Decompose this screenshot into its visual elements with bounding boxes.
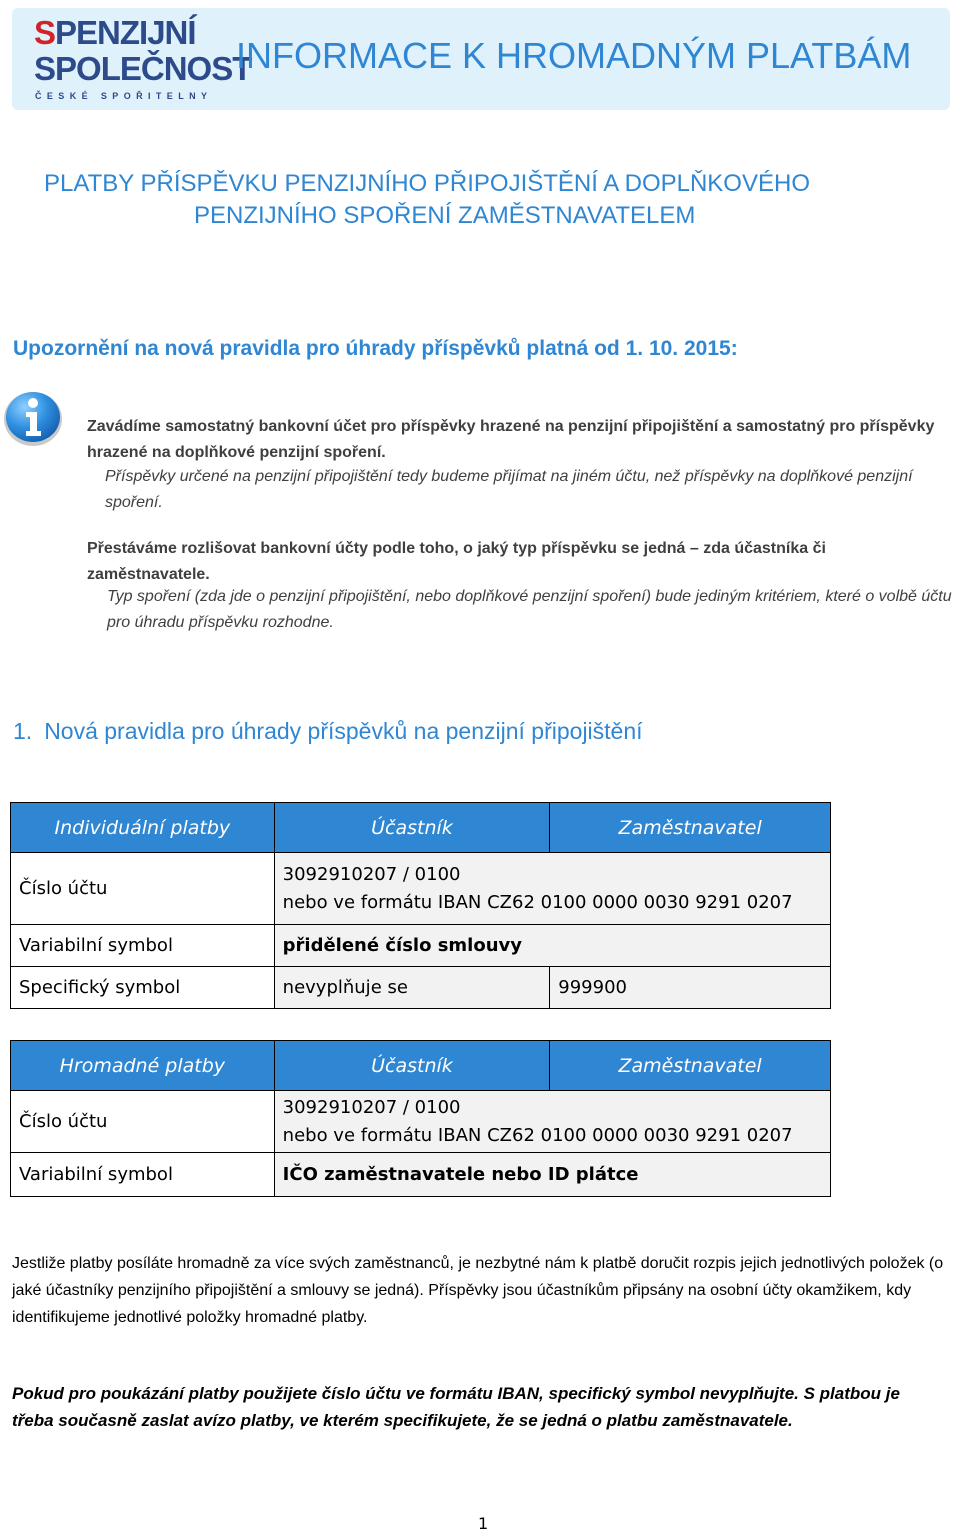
section-number: 1.	[13, 718, 33, 744]
document-title: INFORMACE K HROMADNÝM PLATBÁM	[236, 35, 912, 76]
section-title: Nová pravidla pro úhrady příspěvků na penzijní připojištění	[44, 718, 643, 744]
bulk-payments-table	[10, 1040, 831, 1197]
header-cell: Individuální platby	[11, 803, 275, 853]
notice-heading: Upozornění na nová pravidla pro úhrady příspěvků platná od 1. 10. 2015:	[13, 337, 738, 360]
header-cell: Účastník	[274, 803, 550, 853]
table-row	[11, 1091, 831, 1153]
table-header-row	[11, 1041, 831, 1091]
account-value	[274, 1091, 830, 1153]
subtitle-line1: PLATBY PŘÍSPĚVKU PENZIJNÍHO PŘIPOJIŠTĚNÍ A DOPLŇKOVÉHO	[44, 170, 810, 197]
account-iban: nebo ve formátu IBAN CZ62 0100 0000 0030 9291 0207	[282, 1124, 793, 1146]
account-number: 3092910207 / 0100	[282, 1096, 461, 1118]
notice-paragraph-4: Typ spoření (zda jde o penzijní připojištění, nebo doplňkové penzijní spoření) bude jediným kritériem, které o volbě účtu pro úhradu příspěvku rozhodne.	[107, 588, 952, 631]
account-iban: nebo ve formátu IBAN CZ62 0100 0000 0030 9291 0207	[282, 891, 793, 913]
subtitle-line2: PENZIJNÍHO SPOŘENÍ ZAMĚSTNAVATELEM	[194, 202, 696, 229]
subtitle	[44, 168, 944, 232]
account-label: Číslo účtu	[11, 853, 275, 925]
ss-participant: nevyplňuje se	[274, 967, 550, 1009]
page-number: 1	[478, 1514, 489, 1533]
info-icon	[2, 388, 64, 448]
logo-line1: PENZIJNÍ	[55, 14, 196, 51]
vs-label: Variabilní symbol	[11, 1153, 275, 1197]
table-header-row	[11, 803, 831, 853]
ss-employer: 999900	[550, 967, 831, 1009]
account-value	[274, 853, 830, 925]
table-row	[11, 853, 831, 925]
vs-label: Variabilní symbol	[11, 925, 275, 967]
account-label: Číslo účtu	[11, 1091, 275, 1153]
header-cell: Účastník	[274, 1041, 550, 1091]
vs-value: přidělené číslo smlouvy	[274, 925, 830, 967]
logo-line3: ČESKÉ SPOŘITELNY	[35, 91, 213, 101]
header-cell: Zaměstnavatel	[550, 1041, 831, 1091]
logo-line2: SPOLEČNOST	[34, 50, 252, 87]
notice-paragraph-2: Příspěvky určené na penzijní připojištění tedy budeme přijímat na jiném účtu, než příspěvky na doplňkové penzijní spoření.	[105, 468, 913, 511]
logo-s: S	[34, 14, 56, 51]
table-row	[11, 967, 831, 1009]
section-heading	[13, 714, 643, 748]
notice-paragraph-3: Přestáváme rozlišovat bankovní účty podle toho, o jaký typ příspěvku se jedná – zda účastníka či zaměstnavatele.	[87, 540, 826, 583]
ss-label: Specifický symbol	[11, 967, 275, 1009]
bulk-payment-paragraph: Jestliže platby posíláte hromadně za více svých zaměstnanců, je nezbytné nám k platbě doručit rozpis jejich jednotlivých položek (o jaké účastníky penzijního připojištění a smlouvy se jedná). Příspěvky jsou účastníkům připsány na osobní účty okamžikem, kdy identifikujeme jednotlivé položky hromadné platby.	[12, 1255, 944, 1326]
individual-payments-table	[10, 802, 831, 1009]
iban-paragraph: Pokud pro poukázání platby použijete číslo účtu ve formátu IBAN, specifický symbol nevyplňujte. S platbou je třeba současně zaslat avízo platby, ve kterém specifikujete, že se jedná o platbu zaměstnavatele.	[12, 1384, 900, 1430]
notice-paragraph-1: Zavádíme samostatný bankovní účet pro příspěvky hrazené na penzijní připojištění a samostatný pro příspěvky hrazené na doplňkové penzijní spoření.	[87, 418, 935, 461]
header-cell: Zaměstnavatel	[550, 803, 831, 853]
account-number: 3092910207 / 0100	[282, 863, 461, 885]
table-row	[11, 925, 831, 967]
header-cell: Hromadné platby	[11, 1041, 275, 1091]
vs-value: IČO zaměstnavatele nebo ID plátce	[274, 1153, 830, 1197]
table-row	[11, 1153, 831, 1197]
company-logo	[34, 14, 252, 101]
